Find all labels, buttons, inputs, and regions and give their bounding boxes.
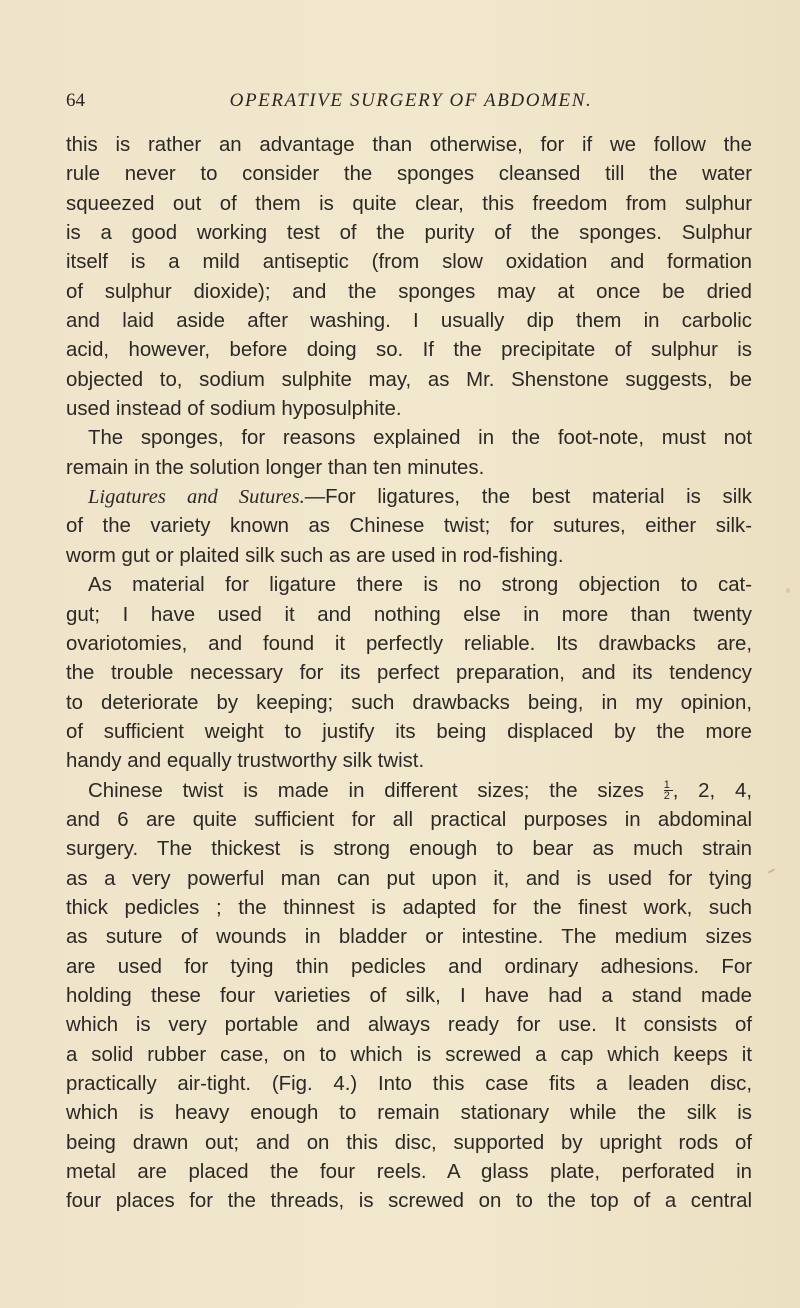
text-line: practically air-tight. (Fig. 4.) Into this case fits a leaden disc, (66, 1073, 752, 1095)
text-line: surgery. The thickest is strong enough to bear as much strain (66, 838, 752, 861)
text-line: being drawn out; and on this disc, supported by upright rods of (66, 1131, 752, 1154)
text-line: which is very portable and always ready for use. It consists of (66, 1014, 752, 1037)
text-line: used instead of sodium hyposulphite. (66, 398, 402, 421)
text-span: Chinese twist is made in different sizes; the sizes (88, 779, 644, 802)
text-span: , 2, 4, (672, 779, 752, 802)
text-line: four places for the threads, is screwed on to the top of a central (66, 1190, 752, 1213)
text-line: thick pedicles ; the thinnest is adapted for the finest work, such (66, 896, 752, 919)
section-heading: Ligatures and Sutures. (88, 486, 305, 509)
text-line: and laid aside after washing. I usually dip them in carbolic (66, 310, 752, 333)
text-line: and 6 are quite sufficient for all practical purposes in abdominal (66, 808, 752, 831)
page-header (66, 90, 756, 114)
fraction-numerator: 1 (664, 780, 673, 791)
text-line: as suture of wounds in bladder or intestine. The medium sizes (66, 926, 752, 949)
text-line: worm gut or plaited silk such as are used in rod-fishing. (66, 544, 564, 567)
body-text (66, 131, 752, 1217)
text-line (66, 483, 752, 512)
paper-mark (768, 868, 775, 873)
fraction-half (664, 780, 673, 801)
text-line: is a good working test of the purity of the sponges. Sulphur (66, 222, 752, 245)
text-line: as a very powerful man can put upon it, and is used for tying (66, 867, 752, 890)
text-line: which is heavy enough to remain stationary while the silk is (66, 1102, 752, 1125)
page-number: 64 (66, 90, 85, 111)
text-line: objected to, sodium sulphite may, as Mr. Shenstone suggests, be (66, 368, 752, 391)
text-line: remain in the solution longer than ten minutes. (66, 456, 485, 479)
text-line: itself is a mild antiseptic (from slow oxidation and formation (66, 251, 752, 274)
text-line: are used for tying thin pedicles and ordinary adhesions. For (66, 955, 752, 978)
text-line: this is rather an advantage than otherwise, for if we follow the (66, 134, 752, 156)
text-line: As material for ligature there is no strong objection to cat- (88, 574, 752, 597)
text-line: gut; I have used it and nothing else in more than twenty (66, 603, 752, 626)
text-line: to deteriorate by keeping; such drawbacks being, in my opinion, (66, 691, 752, 714)
fraction-denominator: 2 (663, 789, 670, 802)
text-line: squeezed out of them is quite clear, this freedom from sulphur (66, 192, 752, 215)
running-head: OPERATIVE SURGERY OF ABDOMEN. (229, 90, 593, 111)
text-line: handy and equally trustworthy silk twist. (66, 750, 425, 773)
text-line: a solid rubber case, on to which is screwed a cap which keeps it (66, 1043, 752, 1066)
text-line: the trouble necessary for its perfect preparation, and its tendency (66, 662, 752, 685)
paper-speck (786, 588, 790, 593)
text-line: acid, however, before doing so. If the precipitate of sulphur is (66, 339, 752, 362)
text-line (66, 777, 752, 806)
text-line: metal are placed the four reels. A glass plate, perforated in (66, 1161, 752, 1184)
text-line: of sufficient weight to justify its being displaced by the more (66, 720, 752, 743)
text-line: rule never to consider the sponges cleansed till the water (66, 163, 752, 186)
text-line: ovariotomies, and found it perfectly reliable. Its drawbacks are, (66, 632, 752, 655)
text-line: of sulphur dioxide); and the sponges may at once be dried (66, 280, 752, 303)
text-line: The sponges, for reasons explained in the foot-note, must not (88, 427, 752, 450)
text-span: —For ligatures, the best material is silk (304, 486, 752, 509)
text-line: holding these four varieties of silk, I have had a stand made (66, 984, 752, 1007)
text-line: of the variety known as Chinese twist; for sutures, either silk- (66, 515, 752, 538)
